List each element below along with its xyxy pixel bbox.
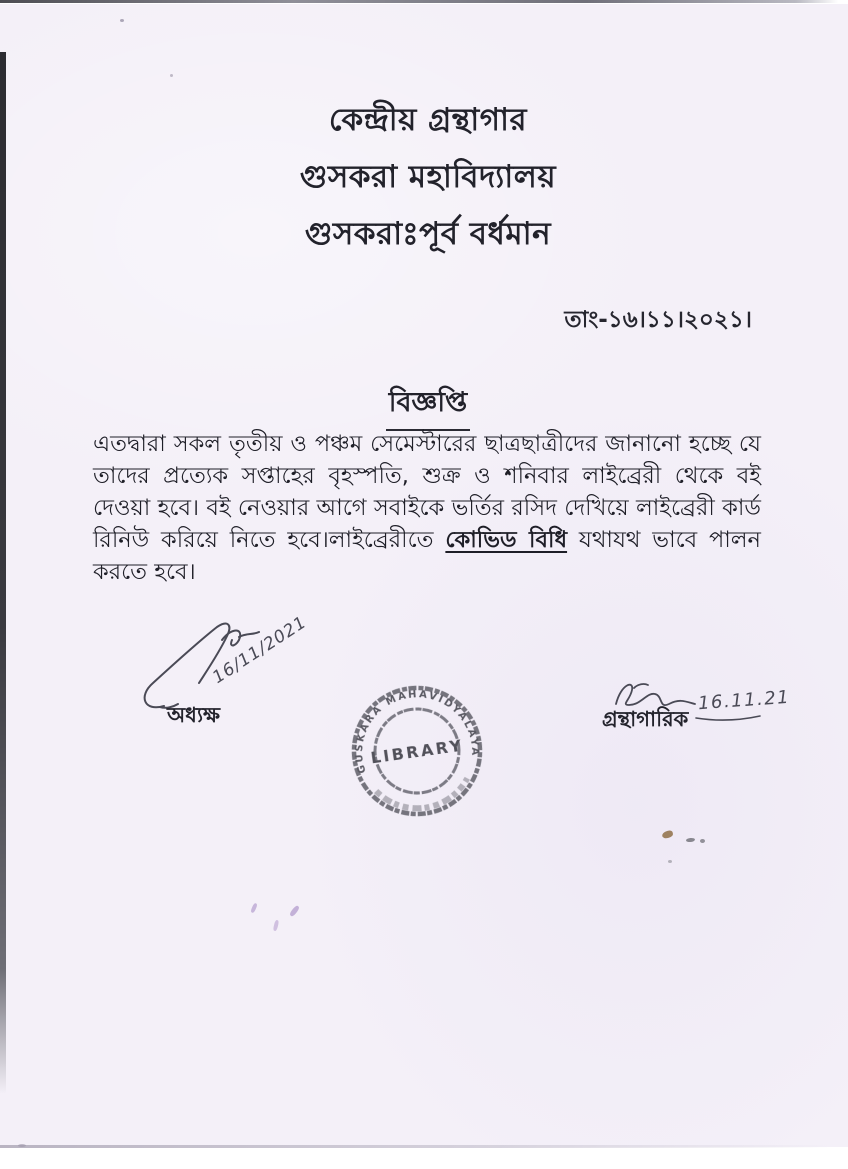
librarian-signature-date: 16.11.21	[697, 686, 791, 715]
principal-label: অধ্যক্ষ	[167, 703, 221, 727]
notice-body	[93, 428, 761, 588]
notice-title-row	[8, 382, 848, 431]
document-date: তাং-১৬।১১।২০২১।	[564, 307, 752, 333]
library-stamp	[321, 655, 513, 847]
letterhead	[8, 92, 848, 263]
scan-edge-left	[0, 52, 6, 1094]
notice-body-text-end: যথাযথ ভাবে পালন করতে হবে।	[93, 527, 761, 585]
stamp-center-text: LIBRARY	[369, 735, 465, 768]
letterhead-line-college: গুসকরা মহাবিদ্যালয়	[299, 159, 557, 195]
principal-signature-date: 16/11/2021	[209, 612, 311, 688]
speck-top-2	[170, 74, 173, 77]
notice-title: বিজ্ঞপ্তি	[386, 382, 471, 431]
scan-edge-top	[0, 0, 838, 3]
paper-bottom-edge	[0, 1145, 830, 1148]
smudge-gray-3	[668, 860, 672, 863]
librarian-label: গ্রন্থাগারিক	[602, 707, 689, 731]
letterhead-line-address: গুসকরাঃপূর্ব বর্ধমান	[304, 216, 552, 252]
speck-bottom-1	[18, 1144, 26, 1147]
speck-top-1	[120, 19, 124, 22]
smudge-gray-2	[700, 839, 705, 843]
letterhead-line-library: কেন্দ্রীয় গ্রন্থাগার	[328, 102, 528, 138]
librarian-date-underline	[694, 714, 764, 724]
covid-rules-highlight: কোভিড বিধি	[445, 527, 568, 553]
notice-body-text: এতদ্বারা সকল তৃতীয় ও পঞ্চম সেমেস্টারের ছাত্রছাত্রীদের জানানো হচ্ছে যে তাদের প্রত্যেক সপ্তাহের বৃহস্পতি, শুক্র ও শনিবার লাইব্রেরী থেকে বই দেওয়া হবে। বই নেওয়ার আগে সবাইকে ভর্তির রসিদ দেখিয়ে লাইব্রেরী কার্ড রিনিউ করিয়ে নিতে হবে।লাইব্রেরীতে	[93, 431, 761, 553]
stamp-top-arc-text: GUSKARA MAHAVIDYALAYA	[353, 689, 481, 775]
